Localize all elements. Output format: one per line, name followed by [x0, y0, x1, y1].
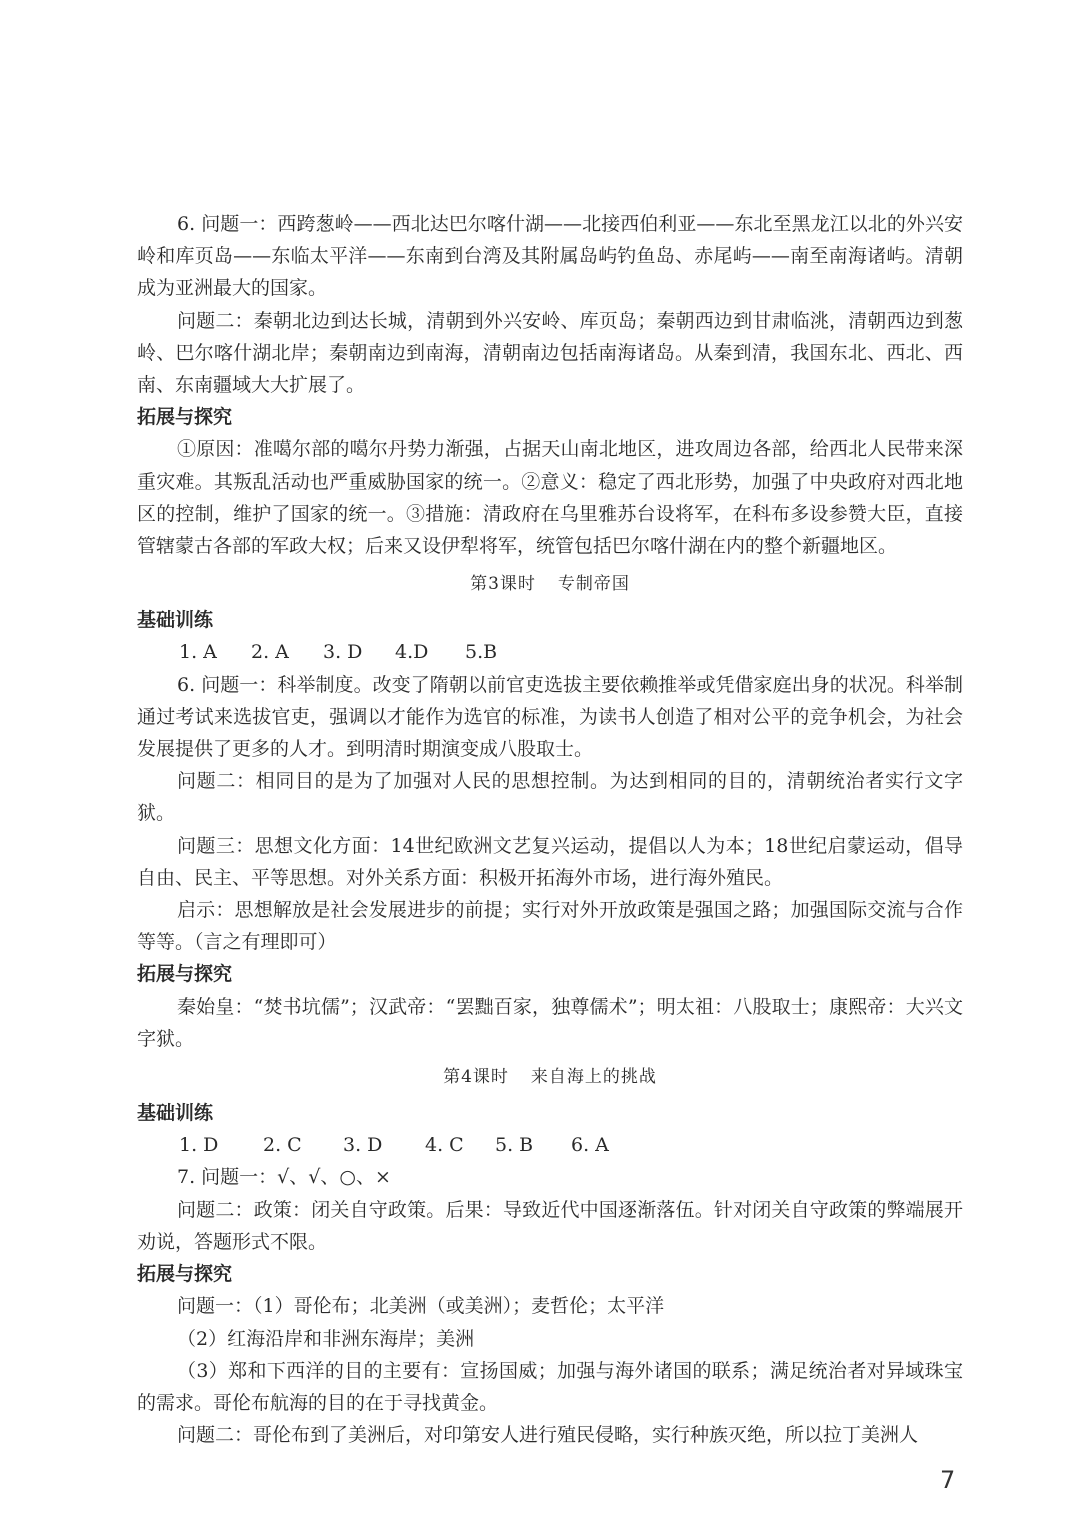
lesson-title-3	[137, 564, 963, 604]
lesson-title-4	[137, 1057, 963, 1097]
answer-item: 3. D	[323, 641, 363, 664]
answer-item: 1. D	[179, 1134, 219, 1157]
paragraph-q6-exam: 6. 问题一：科举制度。改变了隋朝以前官吏选拔主要依赖推举或凭借家庭出身的状况。科举制通过考试来选拔官吏，强调以才能作为选官的标准，为读书人创造了相对公平的竞争机会，为社会发展提供了更多的人才。到明清时期演变成八股取士。	[137, 673, 963, 761]
section-heading-extension: 拓展与探究	[137, 1263, 233, 1286]
paragraph-q7-policy: 问题二：政策：闭关自守政策。后果：导致近代中国逐渐落伍。针对闭关自守政策的弊端展开劝说，答题形式不限。	[137, 1198, 963, 1253]
answer-item: 1. A	[179, 641, 217, 664]
paragraph-extension-emperors: 秦始皇：“焚书坑儒”；汉武帝：“罢黜百家，独尊儒术”；明太祖：八股取士；康熙帝：大兴文字狱。	[137, 995, 963, 1050]
answer-item: 4. C	[425, 1134, 464, 1157]
section-heading-extension: 拓展与探究	[137, 963, 233, 986]
paragraph-q6-territory: 6. 问题一：西跨葱岭——西北达巴尔喀什湖——北接西伯利亚——东北至黑龙江以北的外兴安岭和库页岛——东临太平洋——东南到台湾及其附属岛屿钓鱼岛、赤尾屿——南至南海诸屿。清朝成为亚洲最大的国家。	[137, 213, 963, 300]
answer-item: 2. C	[263, 1134, 302, 1157]
paragraph-extension-q1: 问题一：（1）哥伦布；北美洲（或美洲）；麦哲伦；太平洋	[177, 1295, 665, 1318]
lesson-name: 来自海上的挑战	[530, 1067, 657, 1088]
section-heading-basic: 基础训练	[137, 609, 214, 632]
paragraph-q6-europe: 问题三：思想文化方面：14世纪欧洲文艺复兴运动，提倡以人为本；18世纪启蒙运动，倡导自由、民主、平等思想。对外关系方面：积极开拓海外市场，进行海外殖民。	[137, 834, 963, 889]
paragraph-q6-comparison: 问题二：秦朝北边到达长城，清朝到外兴安岭、库页岛；秦朝西边到甘肃临洮，清朝西边到葱岭、巴尔喀什湖北岸；秦朝南边到南海，清朝南边包括南海诸岛。从秦到清，我国东北、西北、西南、东南疆域大大扩展了。	[137, 309, 963, 397]
lesson-name: 专制帝国	[557, 574, 630, 595]
answer-item: 5. B	[495, 1134, 534, 1157]
page-content	[137, 208, 963, 1451]
paragraph-extension-q1-2: （2）红海沿岸和非洲东海岸；美洲	[177, 1327, 475, 1350]
answer-key-row	[137, 1129, 963, 1161]
section-heading-basic: 基础训练	[137, 1102, 214, 1125]
answer-item: 5.B	[465, 641, 498, 664]
paragraph-extension-q2: 问题二：哥伦布到了美洲后，对印第安人进行殖民侵略，实行种族灭绝，所以拉丁美洲人	[177, 1424, 919, 1447]
section-heading-extension: 拓展与探究	[137, 406, 233, 429]
lesson-number: 第3课时	[470, 574, 536, 595]
paragraph-q7-judgment: 7. 问题一：√、√、○、×	[177, 1166, 391, 1189]
answer-item: 3. D	[343, 1134, 383, 1157]
answer-key-row	[137, 636, 963, 668]
answer-item: 2. A	[251, 641, 289, 664]
paragraph-q6-purpose: 问题二：相同目的是为了加强对人民的思想控制。为达到相同的目的，清朝统治者实行文字狱。	[137, 770, 963, 825]
page-number: 7	[940, 1466, 956, 1494]
paragraph-q6-insight: 启示：思想解放是社会发展进步的前提；实行对外开放政策是强国之路；加强国际交流与合作等等。（言之有理即可）	[137, 899, 963, 954]
answer-item: 6. A	[571, 1134, 609, 1157]
lesson-number: 第4课时	[443, 1067, 509, 1088]
paragraph-extension-q1-3: （3）郑和下西洋的目的主要有：宣扬国威；加强与海外诸国的联系；满足统治者对异域珠宝的需求。哥伦布航海的目的在于寻找黄金。	[137, 1359, 963, 1414]
paragraph-extension-answer: ①原因：准噶尔部的噶尔丹势力渐强，占据天山南北地区，进攻周边各部，给西北人民带来深重灾难。其叛乱活动也严重威胁国家的统一。②意义：稳定了西北形势，加强了中央政府对西北地区的控制，维护了国家的统一。③措施：清政府在乌里雅苏台设将军，在科布多设参赞大臣，直接管辖蒙古各部的军政大权；后来又设伊犁将军，统管包括巴尔喀什湖在内的整个新疆地区。	[137, 438, 963, 558]
answer-item: 4.D	[395, 641, 429, 664]
